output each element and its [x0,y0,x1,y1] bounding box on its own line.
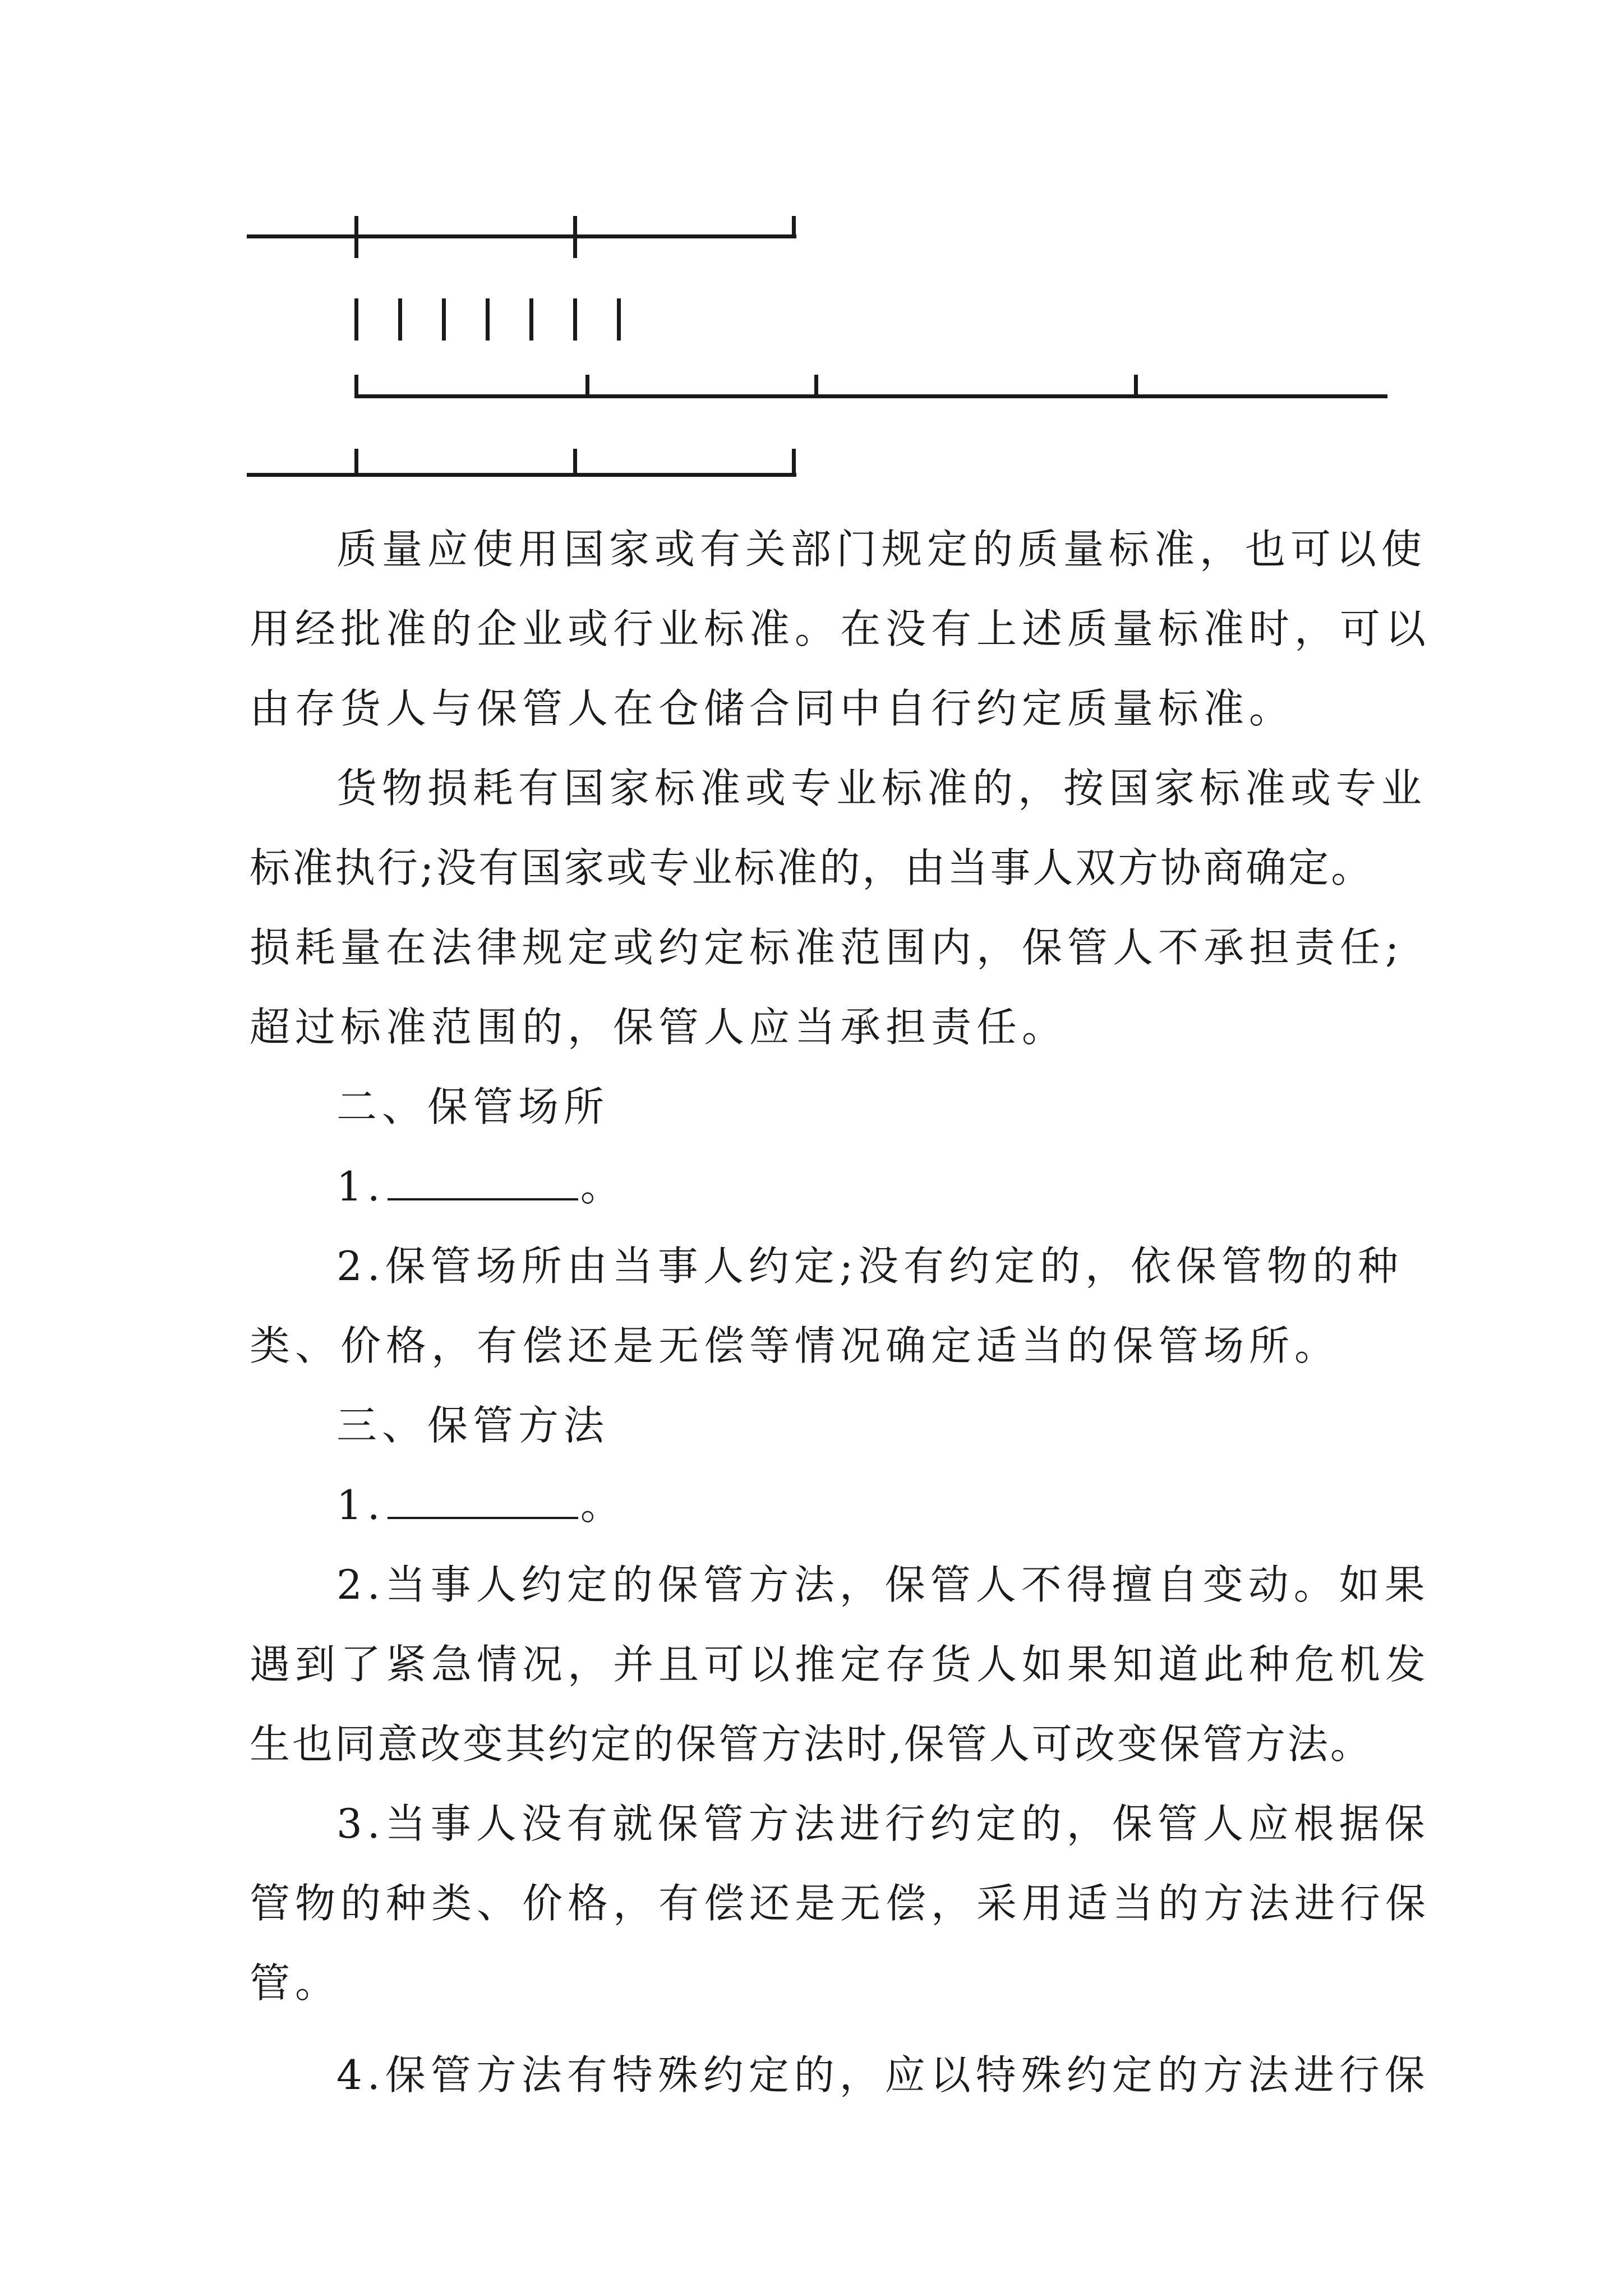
text-line: 2.保管场所由当事人约定;没有约定的，依保管物的种 [336,1243,1403,1290]
item-number: 1. [336,1481,385,1529]
blank-field[interactable] [388,1162,578,1200]
section-storage-method [250,1386,1431,2115]
text-line: 3.当事人没有就保管方法进行约定的，保管人应根据保 [336,1800,1430,1847]
text-line: 管物的种类、价格，有偿还是无偿，采用适当的方法进行保 [250,1880,1431,1927]
text-line: 货物损耗有国家标准或专业标准的，按国家标准或专业 [336,765,1427,812]
text-line: 2.当事人约定的保管方法，保管人不得擅自变动。如果 [336,1561,1430,1608]
text-line: 生也同意改变其约定的保管方法时,保管人可改变保管方法。 [250,1720,1373,1768]
section-storage-place [250,1067,1403,1386]
fill-in-item [250,1147,1388,1226]
text-line: 质量应使用国家或有关部门规定的质量标准，也可以使 [336,526,1427,573]
item-number: 1. [336,1163,385,1210]
text-line: 遇到了紧急情况，并且可以推定存货人如果知道此种危机发 [250,1641,1431,1688]
paragraph-loss-standard [250,748,1427,1067]
text-line: 用经批准的企业或行业标准。在没有上述质量标准时，可以 [250,605,1431,652]
paragraph-quality-standard [250,509,1431,748]
text-line: 标准执行;没有国家或专业标准的，由当事人双方协商确定。 [250,844,1374,891]
blank-field[interactable] [388,1481,578,1519]
document-body [250,509,1431,2115]
section-heading: 二、保管场所 [336,1083,610,1130]
text-line: 损耗量在法律规定或约定标准范围内，保管人不承担责任; [250,924,1404,971]
item-end: 。 [580,1163,626,1210]
text-line: 4.保管方法有特殊约定的，应以特殊约定的方法进行保 [336,2051,1430,2099]
item-end: 。 [580,1481,626,1529]
fill-in-item [250,1465,1388,1545]
section-heading: 三、保管方法 [336,1402,610,1449]
text-line: 超过标准范围的，保管人应当承担责任。 [250,1004,1068,1051]
text-line: 由存货人与保管人在仓储合同中自行约定质量标准。 [250,685,1295,732]
text-line: 类、价格，有偿还是无偿等情况确定适当的保管场所。 [250,1322,1340,1369]
text-line: 管。 [250,1959,341,2007]
